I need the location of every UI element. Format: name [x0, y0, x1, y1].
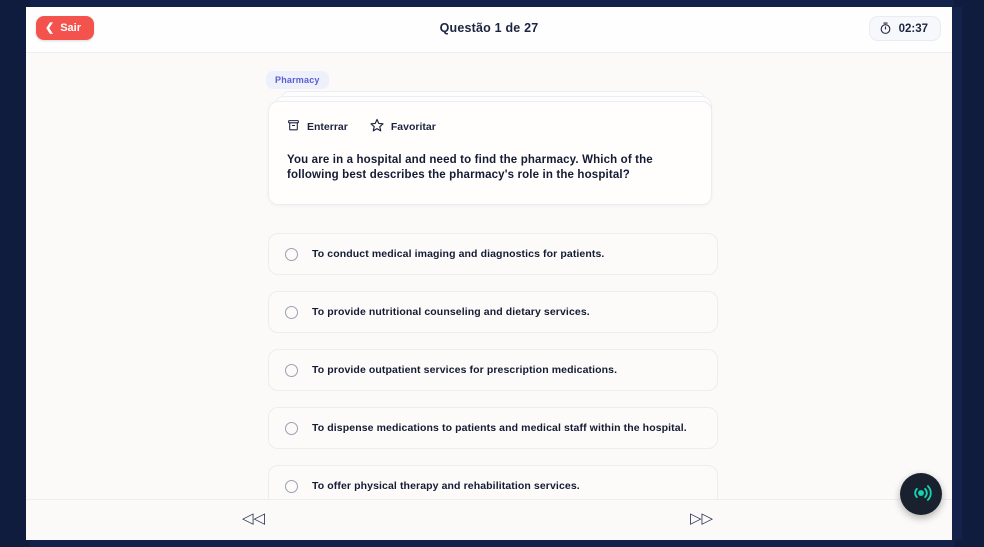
question-content	[26, 53, 952, 499]
archive-icon	[287, 119, 300, 135]
card-actions	[287, 118, 693, 135]
assistant-fab-button[interactable]	[900, 473, 942, 515]
app-header	[26, 7, 952, 53]
exit-button-label: Sair	[60, 22, 82, 34]
quiz-app	[26, 7, 952, 540]
answer-option-label: To dispense medications to patients and medical staff within the hospital.	[312, 422, 687, 434]
answer-option[interactable]	[268, 291, 718, 333]
timer-value: 02:37	[898, 22, 928, 35]
question-nav-bar	[26, 499, 952, 540]
app-body	[26, 53, 952, 540]
bury-button-label: Enterrar	[307, 120, 348, 133]
radio-icon[interactable]	[285, 480, 298, 493]
answer-option[interactable]	[268, 349, 718, 391]
answer-option[interactable]	[268, 407, 718, 449]
radio-icon[interactable]	[285, 248, 298, 261]
subject-tag: Pharmacy	[266, 71, 329, 89]
rewind-icon: ◁◁	[242, 510, 266, 527]
answer-options	[268, 233, 718, 523]
answer-option-label: To provide nutritional counseling and dietary services.	[312, 306, 590, 318]
answer-option[interactable]	[268, 233, 718, 275]
question-card	[268, 101, 712, 205]
bury-button[interactable]	[287, 119, 348, 135]
star-icon	[370, 118, 384, 135]
radio-icon[interactable]	[285, 422, 298, 435]
question-counter: Questão 1 de 27	[439, 21, 539, 35]
assistant-icon	[910, 482, 932, 507]
favorite-button-label: Favoritar	[390, 120, 436, 133]
question-text: You are in a hospital and need to find the pharmacy. Which of the following best describes the pharmacy's role in the hospital?	[287, 154, 653, 182]
answer-option-label: To provide outpatient services for prescription medications.	[312, 364, 618, 376]
fast-forward-icon: ▷▷	[690, 510, 714, 527]
answer-option-label: To conduct medical imaging and diagnostics for patients.	[312, 248, 605, 260]
timer-badge[interactable]	[869, 16, 941, 41]
radio-icon[interactable]	[285, 364, 298, 377]
radio-icon[interactable]	[285, 306, 298, 319]
answer-option-label: To offer physical therapy and rehabilitation services.	[312, 480, 580, 492]
previous-question-button[interactable]	[238, 509, 269, 528]
stopwatch-icon	[879, 22, 892, 35]
favorite-button[interactable]	[370, 118, 436, 135]
next-question-button[interactable]	[686, 509, 717, 528]
device-frame-top	[30, 0, 954, 7]
chevron-left-icon: ❮	[45, 21, 55, 34]
